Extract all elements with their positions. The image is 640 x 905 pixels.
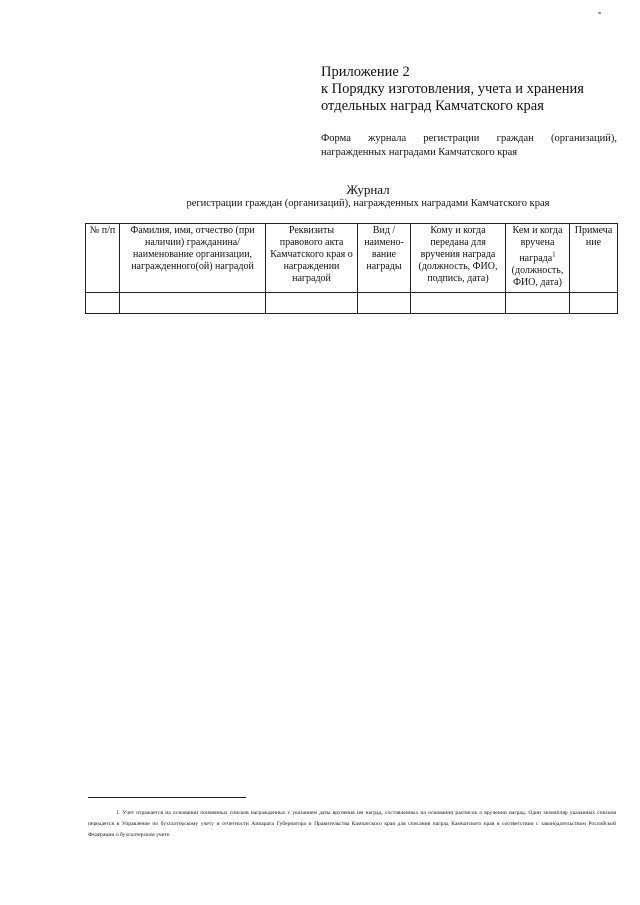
- column-header-recipient: Фамилия, имя, отчество (при наличии) гражданина/ наименование организации, награжденного(ой) наградой: [120, 224, 266, 293]
- journal-title: Журнал: [346, 182, 390, 197]
- table-cell: [411, 293, 506, 314]
- table-cell: [506, 293, 570, 314]
- table-row: [86, 293, 618, 314]
- column-header-legal-act: Реквизиты правового акта Камчатского края о награждении наградой: [266, 224, 358, 293]
- table-cell: [120, 293, 266, 314]
- table-cell: [358, 293, 411, 314]
- table-cell: [570, 293, 618, 314]
- table-cell: [266, 293, 358, 314]
- footnote-marker: 1: [552, 251, 556, 259]
- table-cell: [86, 293, 120, 314]
- form-description-line-2: награжденных наградами Камчатского края: [321, 147, 518, 158]
- form-description-line-1: Форма журнала регистрации граждан (организаций),: [321, 133, 617, 144]
- journal-table: [85, 223, 618, 314]
- form-description: [321, 132, 617, 160]
- appendix-line-3: отдельных наград Камчатского края: [321, 98, 544, 114]
- appendix-line-2: к Порядку изготовления, учета и хранения: [321, 81, 584, 97]
- column-header-number: № п/п: [86, 224, 120, 293]
- scan-mark: [598, 12, 601, 14]
- column-header-presented-by: [506, 224, 570, 293]
- journal-subtitle: регистрации граждан (организаций), награжденных наградами Камчатского края: [186, 198, 550, 209]
- presented-by-text: Кем и когда вручена награда$^1$ (должность, ФИО, дата): [511, 225, 564, 289]
- column-header-transferred-to: Кому и когда передана для вручения награда (должность, ФИО, подпись, дата): [411, 224, 506, 293]
- table-header-row: [86, 224, 618, 293]
- column-header-notes: Примеча ние: [570, 224, 618, 293]
- footnote-text: 1. Учет отражается на основании поименных списков награжденных с указанием даты вручения им наград, составленных на основании расписок о вручении наград. Один экземпляр указанных списков передается в Управление по бухгалтерскому учету и отчетности Аппарата Губернатора и Правительства Камчатского края для списания наград Камчатского края в соответствии с законодательством Российской Федерации о бухгалтерском учете.: [88, 810, 616, 838]
- appendix-header: [321, 64, 621, 115]
- footnote-separator: [88, 797, 246, 798]
- appendix-line-1: Приложение 2: [321, 64, 410, 80]
- column-header-award-type: Вид /наимено-вание награды: [358, 224, 411, 293]
